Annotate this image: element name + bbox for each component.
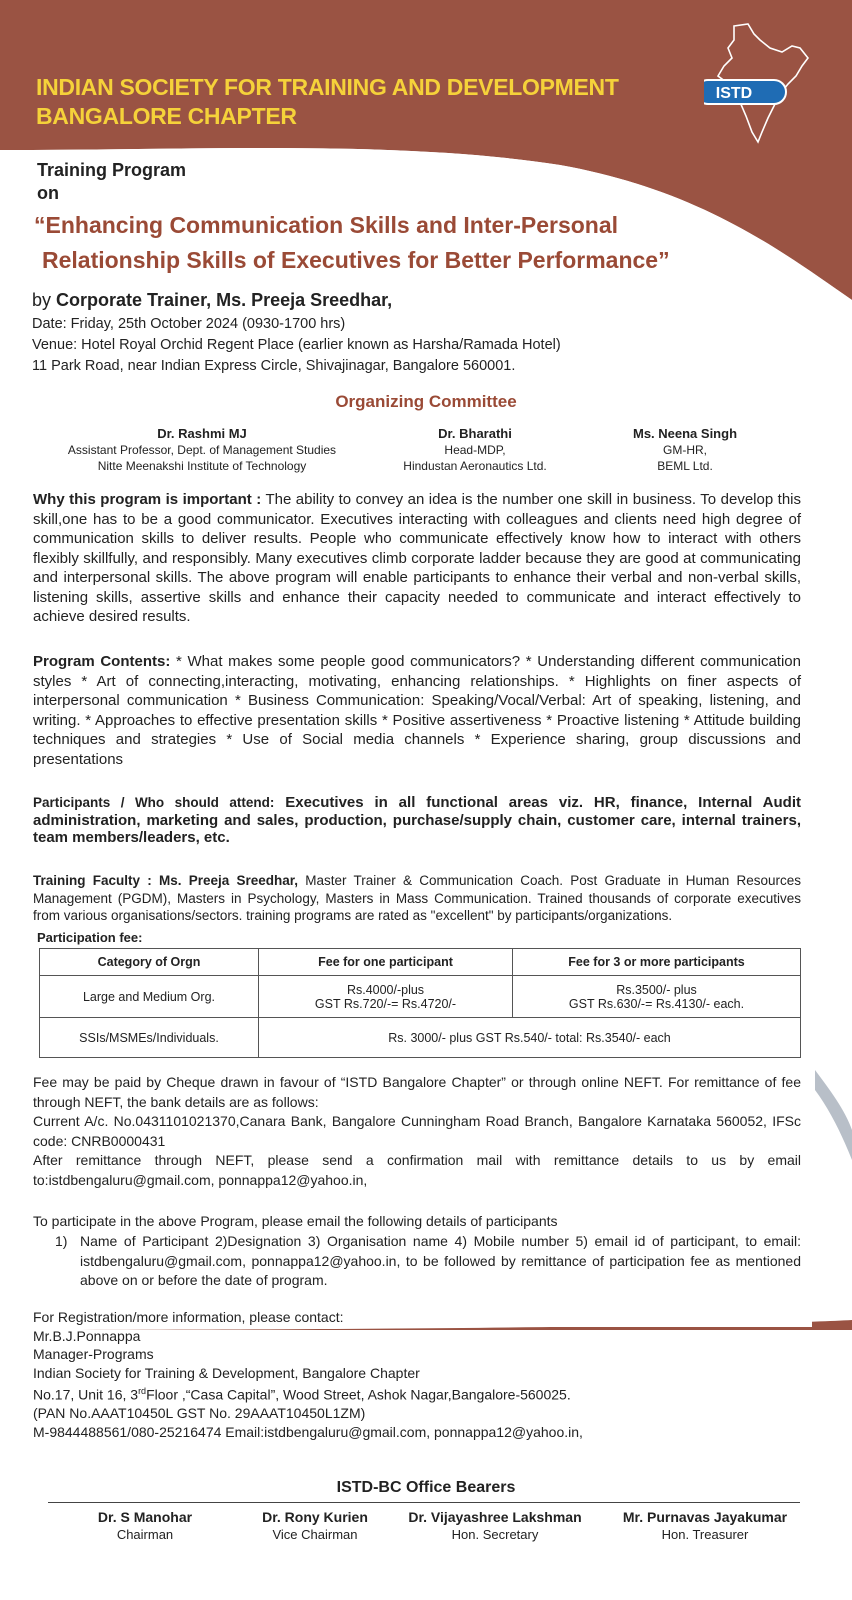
india-map-icon [704, 18, 832, 158]
committee-member [380, 426, 570, 474]
faculty-text: Master Trainer & Communication Coach. Post Graduate in Human Resources Management (PGDM), Masters in Psychology, Masters in Mass Communication. Trained thousands of corporate executives from various organisations/sectors. training programs are rated as "excellent" by participants/organizations. [33, 873, 802, 923]
chapter-name: BANGALORE CHAPTER [36, 103, 297, 129]
program-venue-line1: Venue: Hotel Royal Orchid Regent Place (earlier known as Harsha/Ramada Hotel) [32, 337, 561, 353]
contact-org: Indian Society for Training & Development, Bangalore Chapter [33, 1364, 420, 1381]
program-contents-paragraph [33, 652, 801, 769]
table-header-cell: Fee for 3 or more participants [513, 949, 801, 976]
remittance-note: After remittance through NEFT, please send a confirmation mail with remittance details to us by email to:istdbengaluru@gmail.com, ponnappa12@yahoo.in, [33, 1152, 801, 1188]
bearer-name: Dr. S Manohar [97, 1509, 193, 1525]
member-role: Head-MDP, [444, 443, 506, 457]
table-cell: Rs. 3000/- plus GST Rs.540/- total: Rs.3540/- each [259, 1018, 801, 1058]
bearer-role: Vice Chairman [272, 1527, 358, 1542]
program-venue-line2: 11 Park Road, near Indian Express Circle, Shivajinagar, Bangalore 560001. [32, 358, 516, 374]
committee-member [56, 426, 348, 474]
contact-name: Mr.B.J.Ponnappa [33, 1327, 141, 1344]
trainer-line [32, 290, 392, 311]
table-cell [259, 976, 513, 1018]
bank-details: Current A/c. No.0431101021370,Canara Bank, Bangalore Cunningham Road Branch, Bangalore Karnataka 560052, IFSc code: CNRB0000431 [33, 1113, 801, 1149]
payment-line: Fee may be paid by Cheque drawn in favour of “ISTD Bangalore Chapter” or through online NEFT. For remittance of fee through NEFT, the bank details are as follows: [33, 1074, 801, 1110]
divider [48, 1502, 800, 1503]
bearer-name: Dr. Rony Kurien [262, 1509, 368, 1525]
contact-tax-ids: (PAN No.AAAT10450L GST No. 29AAAT10450L1ZM) [33, 1405, 366, 1422]
fee-line: GST Rs.720/-= Rs.4720/- [314, 996, 457, 1011]
contact-address: No.17, Unit 16, 3rdFloor ,“Casa Capital”, Wood Street, Ashok Nagar,Bangalore-560025. [33, 1386, 571, 1403]
table-header-cell: Fee for one participant [259, 949, 513, 976]
member-org: Hindustan Aeronautics Ltd. [403, 459, 547, 473]
member-role: Assistant Professor, Dept. of Management Studies [67, 443, 337, 457]
bearer-name: Mr. Purnavas Jayakumar [622, 1509, 788, 1525]
program-date: Date: Friday, 25th October 2024 (0930-1700 hrs) [32, 316, 346, 332]
by-prefix: by [32, 290, 52, 310]
fee-line: GST Rs.630/-= Rs.4130/- each. [568, 996, 745, 1011]
payment-paragraph [33, 1073, 801, 1190]
bearer-role: Chairman [116, 1527, 174, 1542]
why-label: Why this program is important : [33, 491, 262, 508]
office-bearer [60, 1508, 230, 1544]
contact-line: For Registration/more information, please contact: [33, 1309, 344, 1325]
contents-text: * What makes some people good communicators? * Understanding different communication styles * Art of connecting,interacting, motivating, enhancing relationships. * Highlights on finer aspects of interpersonal communication * Business Communication: Speaking/Vocal/Verbal: Art of speaking, listening, and writing. * Approaches to effective presentation skills * Positive assertiveness * Proactive listening * Attitude building techniques and strategies * Use of Social media channels * Experience sharing, group discussions and presentations [33, 653, 801, 768]
fee-table [39, 948, 801, 1058]
bearers-title: ISTD-BC Office Bearers [336, 1479, 516, 1496]
why-text: The ability to convey an idea is the number one skill in business. To develop this skill,one has to be a good communicator. Executives interacting with colleagues and clients need high degree of communication skills to deliver results. People who communicate effectively know how to interact with others flexibly skillfully, and responsibly. Many executives climb corporate ladder because they are good at communicating and interpersonal skills. The above program will enable participants to enhance their verbal and non-verbal skills, listening skills, assertive skills and enhance their capacity needed to communicate and interact effectively to achieve desired results. [33, 491, 801, 625]
contact-phone-email: M-9844488561/080-25216474 Email:istdbengaluru@gmail.com, ponnappa12@yahoo.in, [33, 1423, 583, 1440]
istd-logo [704, 18, 832, 158]
member-name: Ms. Neena Singh [632, 426, 738, 441]
bearer-role: Hon. Treasurer [661, 1527, 749, 1542]
member-role: GM-HR, [663, 443, 707, 457]
office-bearer [605, 1508, 805, 1544]
contact-block [33, 1308, 583, 1441]
member-name: Dr. Bharathi [438, 426, 512, 441]
fee-title: Participation fee: [37, 930, 143, 945]
trainer-name: Corporate Trainer, Ms. Preeja Sreedhar, [56, 290, 393, 310]
table-header-row [40, 949, 801, 976]
table-cell: Large and Medium Org. [40, 976, 259, 1018]
member-name: Dr. Rashmi MJ [157, 426, 247, 441]
participate-item: Name of Participant 2)Designation 3) Organisation name 4) Mobile number 5) email id of participant, to email: istdbengaluru@gmail.com, ponnappa12@yahoo.in, to be followed by remittance of participation fee as mentioned above on or before the date of program. [80, 1233, 801, 1288]
on-label: on [37, 183, 59, 203]
table-row [40, 976, 801, 1018]
logo-text: ISTD [715, 85, 753, 102]
contents-label: Program Contents: [33, 653, 171, 670]
committee-title: Organizing Committee [335, 392, 517, 411]
fee-line: Rs.3500/- plus [616, 982, 697, 997]
table-cell [513, 976, 801, 1018]
faculty-paragraph [33, 872, 801, 925]
program-title-line2: Relationship Skills of Executives for Better Performance” [42, 247, 670, 273]
office-bearer [395, 1508, 595, 1544]
table-row [40, 1018, 801, 1058]
committee-member [610, 426, 760, 474]
faculty-label: Training Faculty : Ms. Preeja Sreedhar, [33, 873, 298, 888]
fee-line: Rs.4000/-plus [346, 982, 425, 997]
list-number: 1) [55, 1233, 68, 1249]
participants-text: Executives in all functional areas viz. HR, finance, Internal Audit administration, marketing and sales, production, purchase/supply chain, customer care, internal trainers, team members/leaders, etc. [33, 794, 801, 846]
training-program-label: Training Program [37, 160, 187, 180]
contact-role: Manager-Programs [33, 1346, 154, 1362]
participants-label: Participants / Who should attend: [33, 795, 275, 810]
bearer-role: Hon. Secretary [451, 1527, 539, 1542]
member-org: BEML Ltd. [657, 459, 713, 473]
why-important-paragraph [33, 490, 801, 627]
table-cell: SSIs/MSMEs/Individuals. [40, 1018, 259, 1058]
org-name: INDIAN SOCIETY FOR TRAINING AND DEVELOPMENT [36, 74, 619, 100]
office-bearer [230, 1508, 400, 1544]
member-org: Nitte Meenakshi Institute of Technology [97, 459, 307, 473]
participants-paragraph [33, 794, 801, 847]
table-header-cell: Category of Orgn [40, 949, 259, 976]
program-title-line1: “Enhancing Communication Skills and Inter-Personal [34, 212, 619, 238]
participate-intro: To participate in the above Program, please email the following details of participants [33, 1213, 558, 1229]
bearer-name: Dr. Vijayashree Lakshman [408, 1509, 582, 1525]
